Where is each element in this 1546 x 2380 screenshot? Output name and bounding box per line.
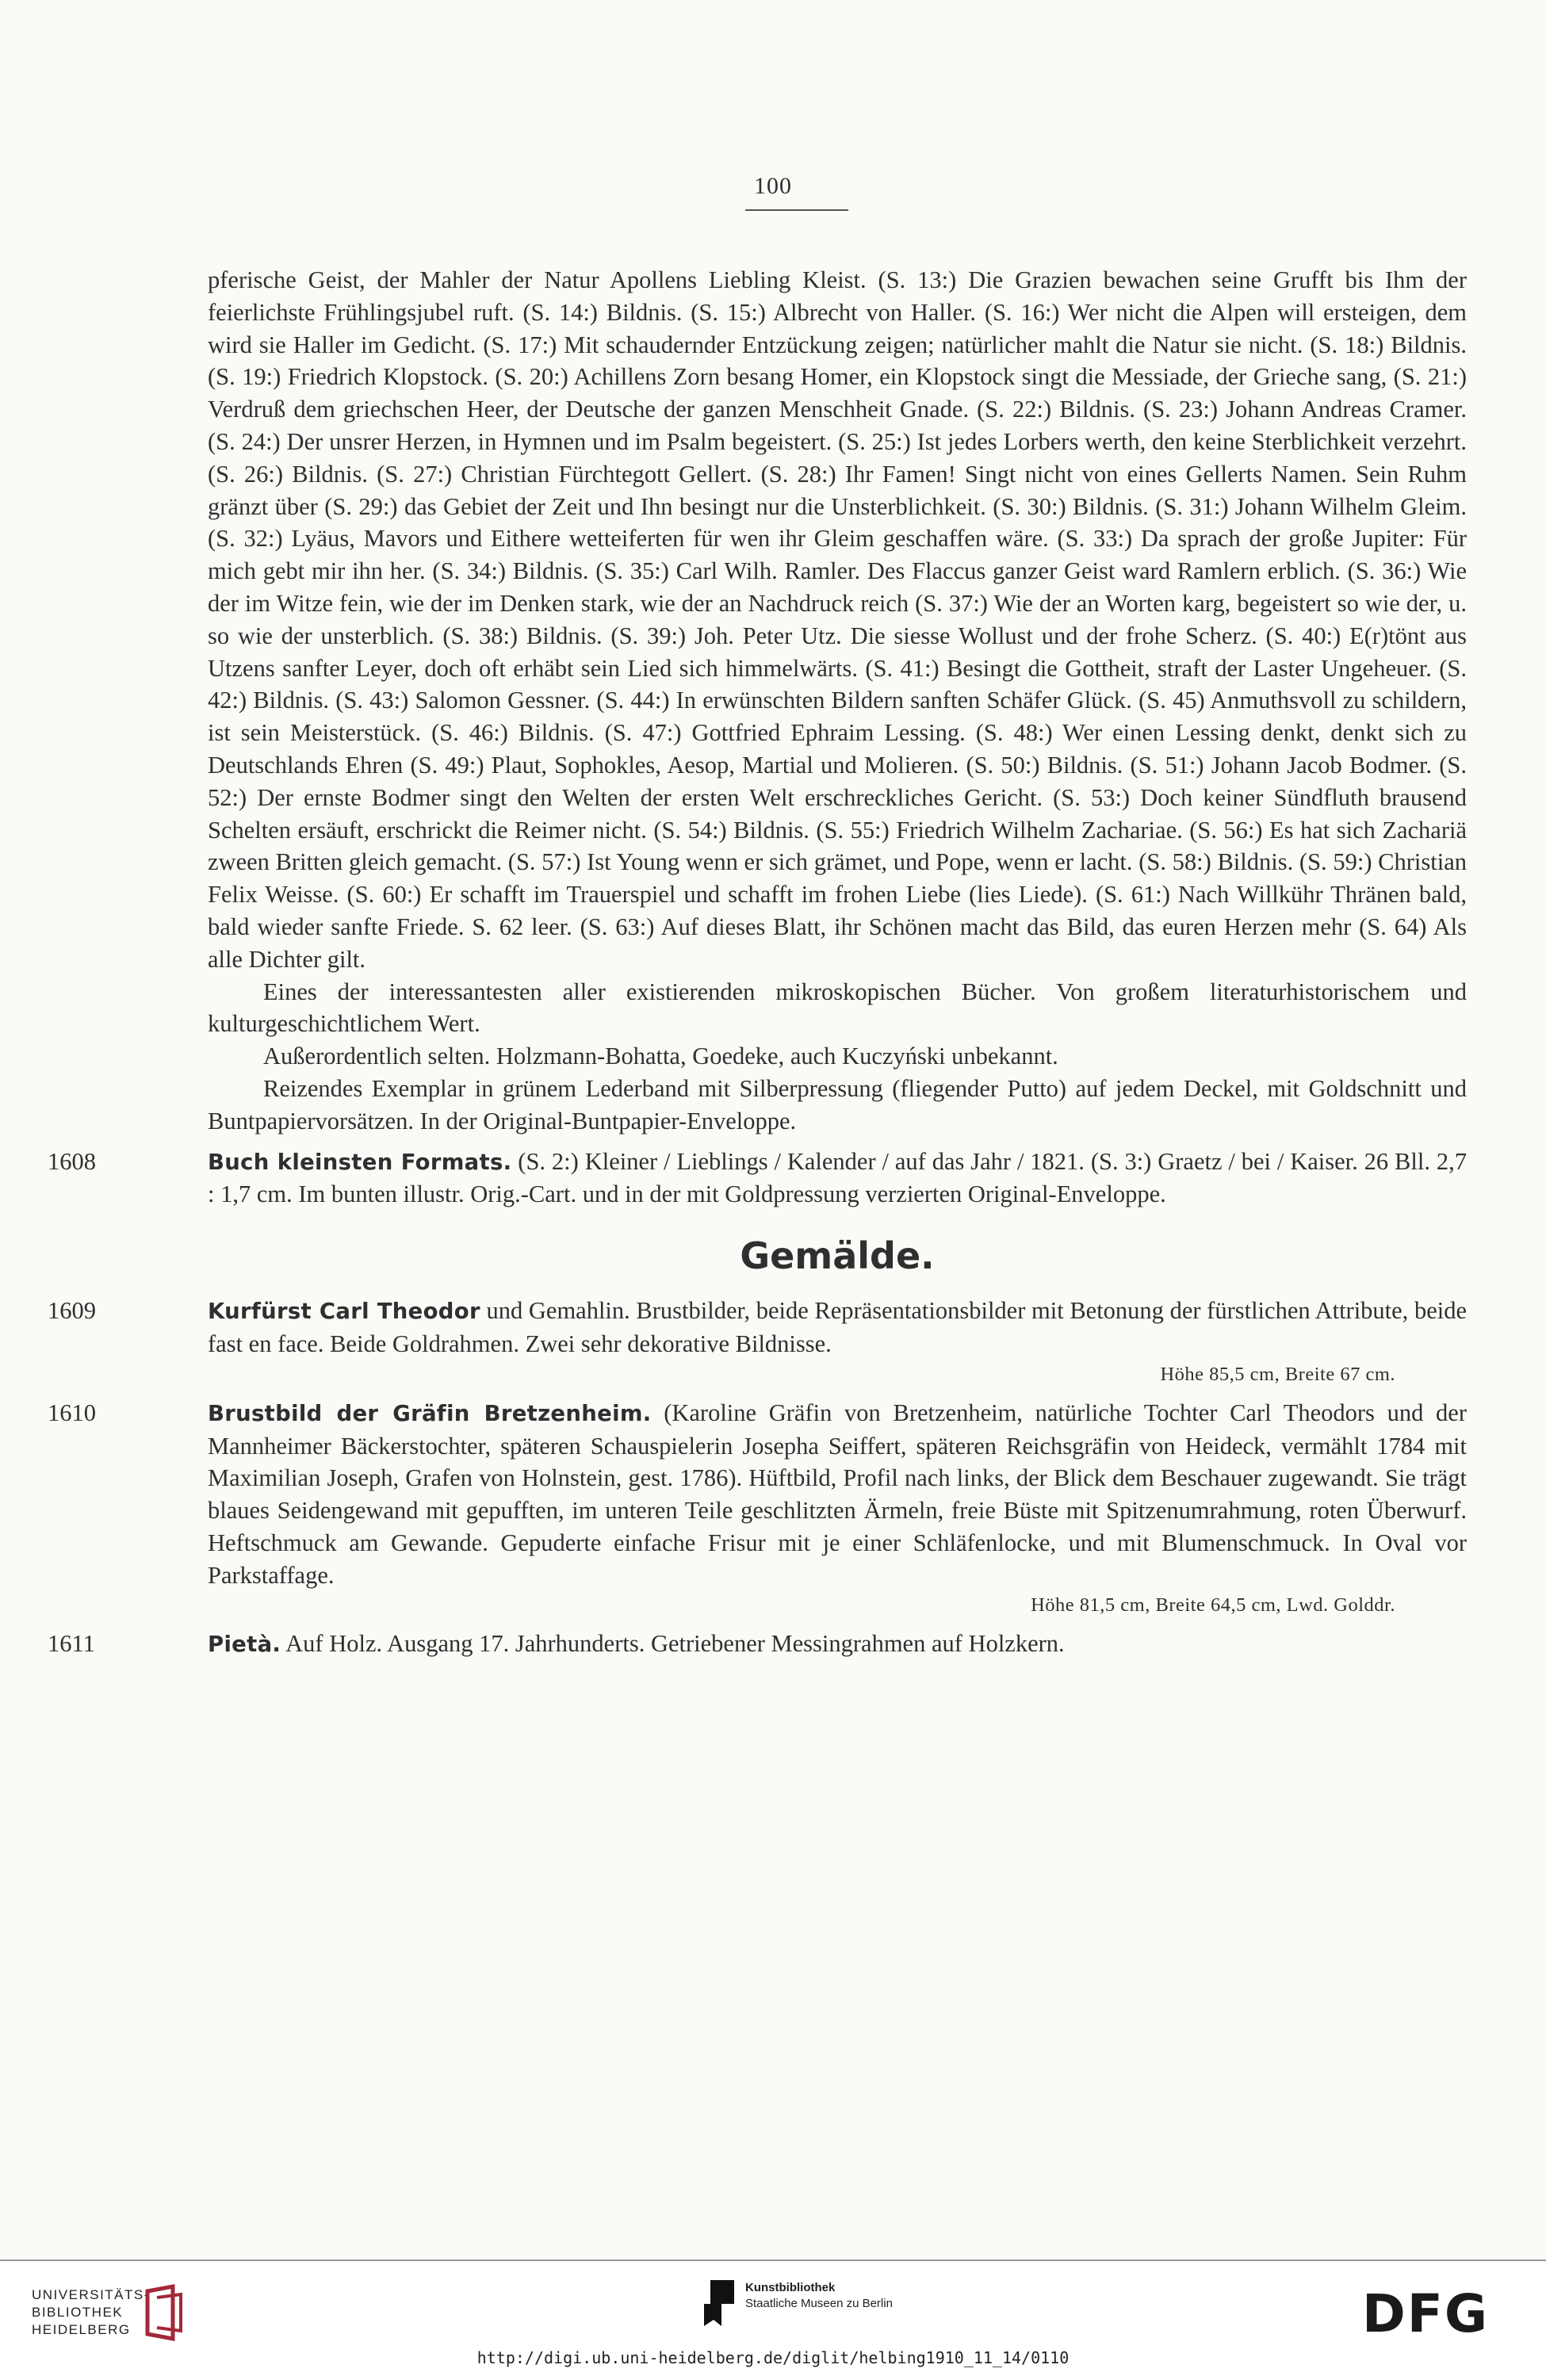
university-logo-line: BIBLIOTHEK xyxy=(32,2305,124,2320)
entry-dimensions: Höhe 85,5 cm, Breite 67 cm. xyxy=(1160,1363,1395,1385)
source-url-link[interactable]: http://digi.ub.uni-heidelberg.de/diglit/helbing1910_11_14/0110 xyxy=(476,2348,1070,2367)
note-paragraph: Reizendes Exemplar in grünem Lederband mit Silberpressung (fliegender Putto) auf jedem Deckel, mit Goldschnitt und Buntpapiervorsätzen. In der Original-Buntpapier-Enveloppe. xyxy=(208,1074,1467,1135)
catalog-entry-1609 xyxy=(48,1295,1468,1360)
kunstbibliothek-label xyxy=(745,2280,893,2312)
university-library-logo[interactable] xyxy=(32,2286,150,2339)
catalog-text xyxy=(48,264,1468,1661)
lot-number: 1610 xyxy=(48,1399,96,1426)
page-number: 100 xyxy=(754,173,792,199)
university-logo-line: UNIVERSITÄTS- xyxy=(32,2287,150,2302)
entry-text: (Karoline Gräfin von Bretzenheim, natürliche Tochter Carl Theodors und der Mannheimer Bäckerstochter, späteren Schauspielerin Josepha Seiffert, späteren Reichsgräfin von Heideck, vermählt 1784 mit Maximilian Joseph, Grafen von Holnstein, gest. 1786). Hüftbild, Profil nach links, der Blick dem Beschauer zugewandt. Sie trägt blaues Seidengewand mit gepufften, im unteren Teile geschlitzten Ärmeln, freie Büste mit Spitzenumrahmung, roten Überwurf. Heftschmuck am Gewande. Gepuderte einfache Frisur mit je einer Schläfenlocke, und mit Blumenschmuck. In Oval vor Parkstaffage. xyxy=(208,1399,1467,1589)
footer-divider xyxy=(0,2259,1546,2261)
page-number-rule xyxy=(745,209,848,211)
kunstbibliothek-logo-icon[interactable] xyxy=(704,2280,734,2326)
catalog-entry-1611 xyxy=(48,1628,1467,1661)
entry-title: Pietà. xyxy=(208,1632,281,1658)
kunstbibliothek-subtitle: Staatliche Museen zu Berlin xyxy=(745,2297,893,2310)
catalog-entry-1608 xyxy=(48,1146,1467,1211)
section-heading: Gemälde. xyxy=(740,1234,935,1278)
university-logo-line: HEIDELBERG xyxy=(32,2322,131,2337)
entry-title: Kurfürst Carl Theodor xyxy=(208,1299,480,1325)
entry-dimensions: Höhe 81,5 cm, Breite 64,5 cm, Lwd. Golddr. xyxy=(1031,1594,1395,1617)
kunstbibliothek-title: Kunstbibliothek xyxy=(745,2281,836,2294)
entry-text: Auf Holz. Ausgang 17. Jahrhunderts. Getriebener Messingrahmen auf Holzkern. xyxy=(285,1630,1065,1658)
lot-number: 1608 xyxy=(48,1147,96,1175)
lot-number: 1611 xyxy=(48,1630,95,1658)
footer-bar xyxy=(0,2259,1546,2380)
heidelberg-mark-icon xyxy=(141,2283,189,2342)
entry-text: und Gemahlin. Brustbilder, beide Repräsentationsbilder mit Betonung der fürstlichen Attribute, beide fast en face. Beide Goldrahmen. Zwei sehr dekorative Bildnisse. xyxy=(208,1297,1468,1357)
entry-title: Brustbild der Gräfin Bretzenheim. xyxy=(208,1400,652,1426)
note-paragraph: Außerordentlich selten. Holzmann-Bohatta, Goedeke, auch Kuczyński unbekannt. xyxy=(263,1043,1058,1070)
note-paragraph: Eines der interessantesten aller existierenden mikroskopischen Bücher. Von großem literaturhistorischem und kulturgeschichtlichem Wert. xyxy=(208,978,1467,1038)
catalog-entry-1610 xyxy=(48,1397,1467,1592)
dfg-logo[interactable]: DFG xyxy=(1362,2283,1490,2344)
lot-number: 1609 xyxy=(48,1297,96,1325)
entry-title: Buch kleinsten Formats. xyxy=(208,1149,512,1175)
continued-paragraph: pferische Geist, der Mahler der Natur Apollens Liebling Kleist. (S. 13:) Die Grazien bewachen seine Grufft bis Ihm der feierlichste Frühlingsjubel ruft. (S. 14:) Bildnis. (S. 15:) Albrecht von Haller. (S. 16:) Wer nicht die Alpen will ersteigen, dem wird sie Haller im Gedicht. (S. 17:) Mit schaudernder Entzückung zeigen; natürlicher mahlt die Natur sie nicht. (S. 18:) Bildnis. (S. 19:) Friedrich Klopstock. (S. 20:) Achillens Zorn besang Homer, ein Klopstock singt die Messiade, der Grieche sang, (S. 21:) Verdruß dem griechschen Heer, der Deutsche der ganzen Menschheit Gnade. (S. 22:) Bildnis. (S. 23:) Johann Andreas Cramer. (S. 24:) Der unsrer Herzen, in Hymnen und im Psalm begeistert. (S. 25:) Ist jedes Lorbers werth, den keine Sterblichkeit verzehrt. (S. 26:) Bildnis. (S. 27:) Christian Fürchtegott Gellert. (S. 28:) Ihr Famen! Singt nicht von eines Gellerts Namen. Sein Ruhm gränzt über (S. 29:) das Gebiet der Zeit und Ihn besingt nur die Unsterblichkeit. (S. 30:) Bildnis. (S. 31:) Johann Wilhelm Gleim. (S. 32:) Lyäus, Mavors und Eithere wetteiferten für wen ihr Gleim geschaffen wäre. (S. 33:) Da sprach der große Jupiter: Für mich gebt mir ihn her. (S. 34:) Bildnis. (S. 35:) Carl Wilh. Ramler. Des Flaccus ganzer Geist ward Ramlern erblich. (S. 36:) Wie der im Witze fein, wie der im Denken stark, wie der an Nachdruck reich (S. 37:) Wie der an Worten karg, begeistert so wie der, u. so wie der unsterblich. (S. 38:) Bildnis. (S. 39:) Joh. Peter Utz. Die siesse Wollust und der frohe Scherz. (S. 40:) E(r)tönt aus Utzens sanfter Leyer, doch oft erhäbt sein Lied sich himmelwärts. (S. 41:) Besingt die Gottheit, straft der Laster Ungeheuer. (S. 42:) Bildnis. (S. 43:) Salomon Gessner. (S. 44:) In erwünschten Bildern sanften Schäfer Glück. (S. 45) Anmuthsvoll zu schildern, ist sein Meisterstück. (S. 46:) Bildnis. (S. 47:) Gottfried Ephraim Lessing. (S. 48:) Wer einen Lessing denkt, denkt sich zu Deutschlands Ehren (S. 49:) Plaut, Sophokles, Aesop, Martial und Molieren. (S. 50:) Bildnis. (S. 51:) Johann Jacob Bodmer. (S. 52:) Der ernste Bodmer singt den Welten der ersten Welt erschreckliches Gericht. (S. 53:) Doch keiner Sündfluth brausend Schelten ersäuft, erschrickt die Reimer nicht. (S. 54:) Bildnis. (S. 55:) Friedrich Wilhelm Zachariae. (S. 56:) Es hat sich Zachariä zween Britten gleich gemacht. (S. 57:) Ist Young wenn er sich grämet, und Pope, wenn er lacht. (S. 58:) Bildnis. (S. 59:) Christian Felix Weisse. (S. 60:) Er schafft im Trauerspiel und schafft im frohen Liebe (lies Liede). (S. 61:) Nach Willkühr Thränen bald, bald wieder sanfte Friede. S. 62 leer. (S. 63:) Auf dieses Blatt, ihr Schönen macht das Bild, das euren Herzen mehr (S. 64) Als alle Dichter gilt. xyxy=(208,266,1467,973)
entry-text: (S. 2:) Kleiner / Lieblings / Kalender / auf das Jahr / 1821. (S. 3:) Graetz / bei / Kaiser. 26 Bll. 2,7 : 1,7 cm. Im bunten illustr. Orig.-Cart. und in der mit Goldpressung verzierten Original-Enveloppe. xyxy=(208,1147,1467,1208)
